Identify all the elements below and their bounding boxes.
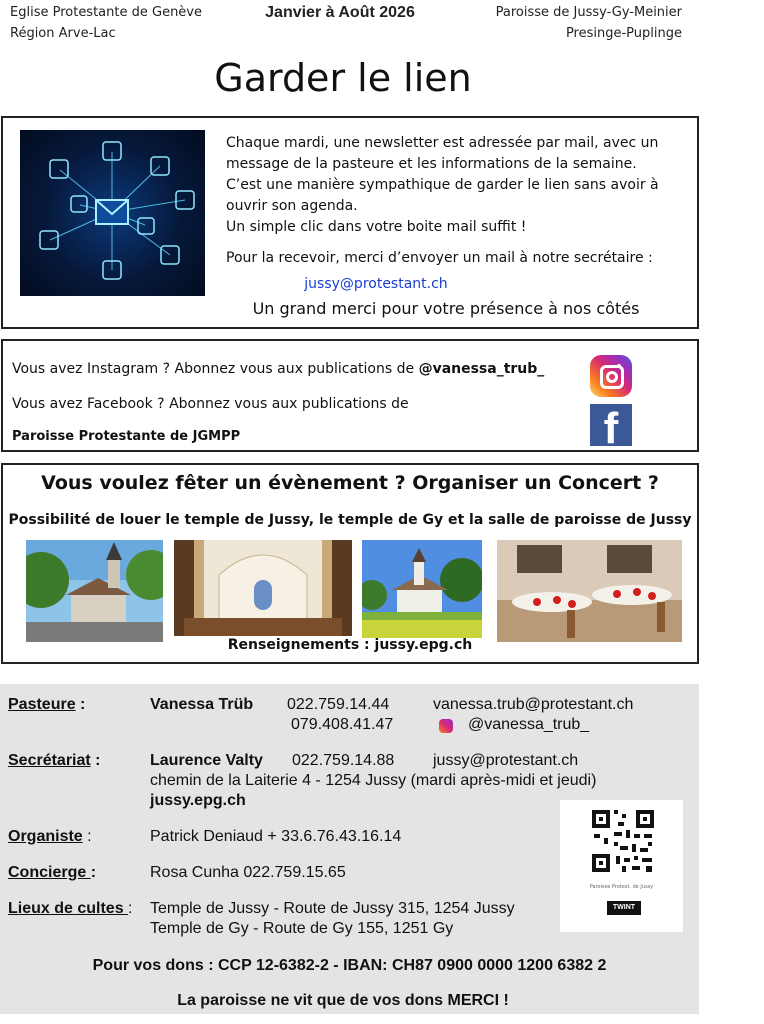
parish-name-2: Presinge-Puplinge [565,26,682,41]
concierge-label-sep: : [90,864,97,881]
instagram-logo-icon[interactable] [590,355,632,397]
secretariat-website[interactable]: jussy.epg.ch [150,792,246,809]
newsletter-line: Chaque mardi, une newsletter est adressée par mail, avec un [226,135,659,151]
pasteure-label-sep: : [75,696,86,713]
secretariat-label [8,751,101,771]
secretariat-name: Laurence Valty [150,752,263,769]
instagram-text: Vous avez Instagram ? Abonnez vous aux publications de [12,361,419,377]
temple-gy-photo [362,540,482,638]
pasteure-instagram[interactable]: @vanessa_trub_ [468,716,590,733]
secretariat-email[interactable]: jussy@protestant.ch [433,752,579,769]
event-title: Vous voulez fêter un évènement ? Organiser un Concert ? [41,472,659,494]
temple-jussy-photo [26,540,163,642]
newsletter-thanks: Un grand merci pour votre présence à nos côtés [252,299,640,318]
facebook-logo-icon[interactable] [590,404,632,446]
twint-logo: TWINT [607,901,641,915]
newsletter-recevoir: Pour la recevoir, merci d’envoyer un mail à notre secrétaire : [226,250,653,266]
newsletter-line: message de la pasteure et les informations de la semaine. [226,156,637,172]
church-name: Eglise Protestante de Genève [10,5,202,20]
donation-info: Pour vos dons : CCP 12-6382-2 - IBAN: CH87 0900 0000 1200 6382 2 [92,957,607,974]
secretariat-label-text: Secrétariat [8,752,91,769]
renseignements: Renseignements : jussy.epg.ch [227,637,473,653]
organiste-label-sep: : [82,828,92,845]
newsletter-text [226,133,696,269]
secretariat-label-sep: : [90,752,101,769]
pasteure-mobile: 079.408.41.47 [291,716,394,733]
event-subtitle: Possibilité de louer le temple de Jussy, le temple de Gy et la salle de paroisse de Jussy [8,512,692,528]
newsletter-line: C’est une manière sympathique de garder le lien sans avoir à [226,177,659,193]
newsletter-line: Un simple clic dans votre boite mail suffit ! [226,219,527,235]
period-title: Janvier à Août 2026 [265,4,415,21]
organiste-value: Patrick Deniaud + 33.6.76.43.16.14 [150,828,402,845]
pasteure-phone: 022.759.14.44 [287,696,390,713]
lieux-label-sep: : [128,900,133,917]
instagram-line [12,361,544,377]
lieux-line-2: Temple de Gy - Route de Gy 155, 1251 Gy [150,920,454,937]
donation-thanks: La paroisse ne vit que de vos dons MERCI ! [177,992,509,1009]
salle-paroisse-photo [497,540,682,642]
temple-interior-photo [174,540,352,636]
newsletter-line: ouvrir son agenda. [226,198,358,214]
lieux-label-text: Lieux de cultes [8,900,129,917]
concierge-value: Rosa Cunha 022.759.15.65 [150,864,346,881]
secretariat-phone: 022.759.14.88 [292,752,395,769]
pasteure-label-text: Pasteure [8,696,76,713]
lieux-line-1: Temple de Jussy - Route de Jussy 315, 1254 Jussy [150,900,515,917]
lieux-label [8,899,133,919]
pasteure-label [8,695,85,715]
page-title: Garder le lien [214,56,472,100]
facebook-glyph: f [603,404,619,446]
instagram-icon [439,719,453,733]
parish-name: Paroisse de Jussy-Gy-Meinier [495,5,682,20]
pasteure-email[interactable]: vanessa.trub@protestant.ch [433,696,634,713]
newsletter-email-link[interactable]: jussy@protestant.ch [304,276,448,292]
organiste-label [8,827,92,847]
header-right [496,2,682,44]
organiste-label-text: Organiste [8,828,83,845]
concierge-label-text: Concierge [8,864,91,881]
qr-caption: Paroisse Protest. de Jussy [589,884,654,890]
facebook-page[interactable]: Paroisse Protestante de JGMPP [12,429,241,444]
secretariat-address: chemin de la Laiterie 4 - 1254 Jussy (mardi après-midi et jeudi) [150,772,597,789]
concierge-label [8,863,96,883]
instagram-handle[interactable]: @vanessa_trub_ [418,361,545,377]
pasteure-name: Vanessa Trüb [150,696,254,713]
region-name: Région Arve-Lac [10,26,116,41]
facebook-text: Vous avez Facebook ? Abonnez vous aux publications de [12,396,409,412]
email-network-icon [20,130,205,296]
